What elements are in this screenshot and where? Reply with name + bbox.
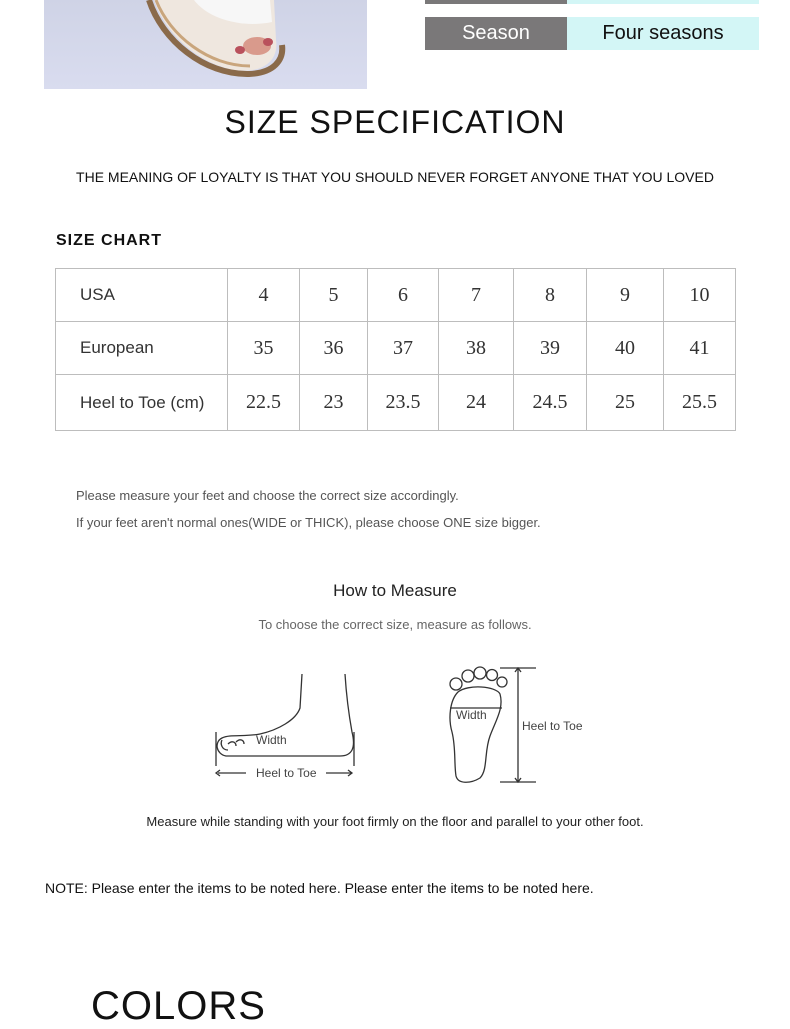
measure-note-2: If your feet aren't normal ones(WIDE or THICK), please choose ONE size bigger. xyxy=(76,515,541,530)
table-cell: 10 xyxy=(664,269,736,322)
table-cell: 24 xyxy=(439,375,514,431)
table-cell: 40 xyxy=(587,322,664,375)
colors-title: COLORS xyxy=(91,984,266,1028)
how-to-measure-subtitle: To choose the correct size, measure as follows. xyxy=(258,617,532,632)
measure-diagrams xyxy=(200,660,600,795)
attribute-label-season: Season xyxy=(425,17,567,50)
table-cell: 8 xyxy=(514,269,587,322)
table-cell: 9 xyxy=(587,269,664,322)
table-cell: 6 xyxy=(368,269,439,322)
section-title: SIZE SPECIFICATION xyxy=(224,104,566,140)
table-row-european xyxy=(56,322,736,375)
sole-length-label: Heel to Toe xyxy=(522,719,583,733)
table-row-heel-to-toe xyxy=(56,375,736,431)
table-row-usa xyxy=(56,269,736,322)
table-cell: 23 xyxy=(300,375,368,431)
sandal-image xyxy=(44,0,367,89)
note-text: NOTE: Please enter the items to be noted here. Please enter the items to be noted here. xyxy=(45,880,594,896)
product-photo xyxy=(44,0,367,89)
measure-caption: Measure while standing with your foot firmly on the floor and parallel to your other foot. xyxy=(146,814,644,829)
attribute-value-season: Four seasons xyxy=(567,17,759,50)
row-header: Heel to Toe (cm) xyxy=(56,375,228,431)
table-cell: 23.5 xyxy=(368,375,439,431)
table-cell: 39 xyxy=(514,322,587,375)
measure-note-1: Please measure your feet and choose the correct size accordingly. xyxy=(76,488,459,503)
table-cell: 5 xyxy=(300,269,368,322)
row-header: USA xyxy=(56,269,228,322)
side-length-label: Heel to Toe xyxy=(256,766,317,780)
attribute-value-cell-previous xyxy=(567,0,759,4)
table-cell: 35 xyxy=(228,322,300,375)
table-cell: 36 xyxy=(300,322,368,375)
table-cell: 25.5 xyxy=(664,375,736,431)
row-header: European xyxy=(56,322,228,375)
table-cell: 37 xyxy=(368,322,439,375)
table-cell: 4 xyxy=(228,269,300,322)
how-to-measure-title: How to Measure xyxy=(333,581,457,600)
sole-width-label: Width xyxy=(456,708,487,722)
table-cell: 38 xyxy=(439,322,514,375)
table-cell: 22.5 xyxy=(228,375,300,431)
table-cell: 41 xyxy=(664,322,736,375)
size-chart-table xyxy=(55,268,736,431)
foot-side-icon xyxy=(216,674,354,776)
attribute-label-cell-previous xyxy=(425,0,567,4)
section-subtitle: THE MEANING OF LOYALTY IS THAT YOU SHOULD NEVER FORGET ANYONE THAT YOU LOVED xyxy=(76,169,714,185)
table-cell: 25 xyxy=(587,375,664,431)
table-cell: 7 xyxy=(439,269,514,322)
size-chart-title: SIZE CHART xyxy=(56,232,162,249)
table-cell: 24.5 xyxy=(514,375,587,431)
side-width-label: Width xyxy=(256,733,287,747)
